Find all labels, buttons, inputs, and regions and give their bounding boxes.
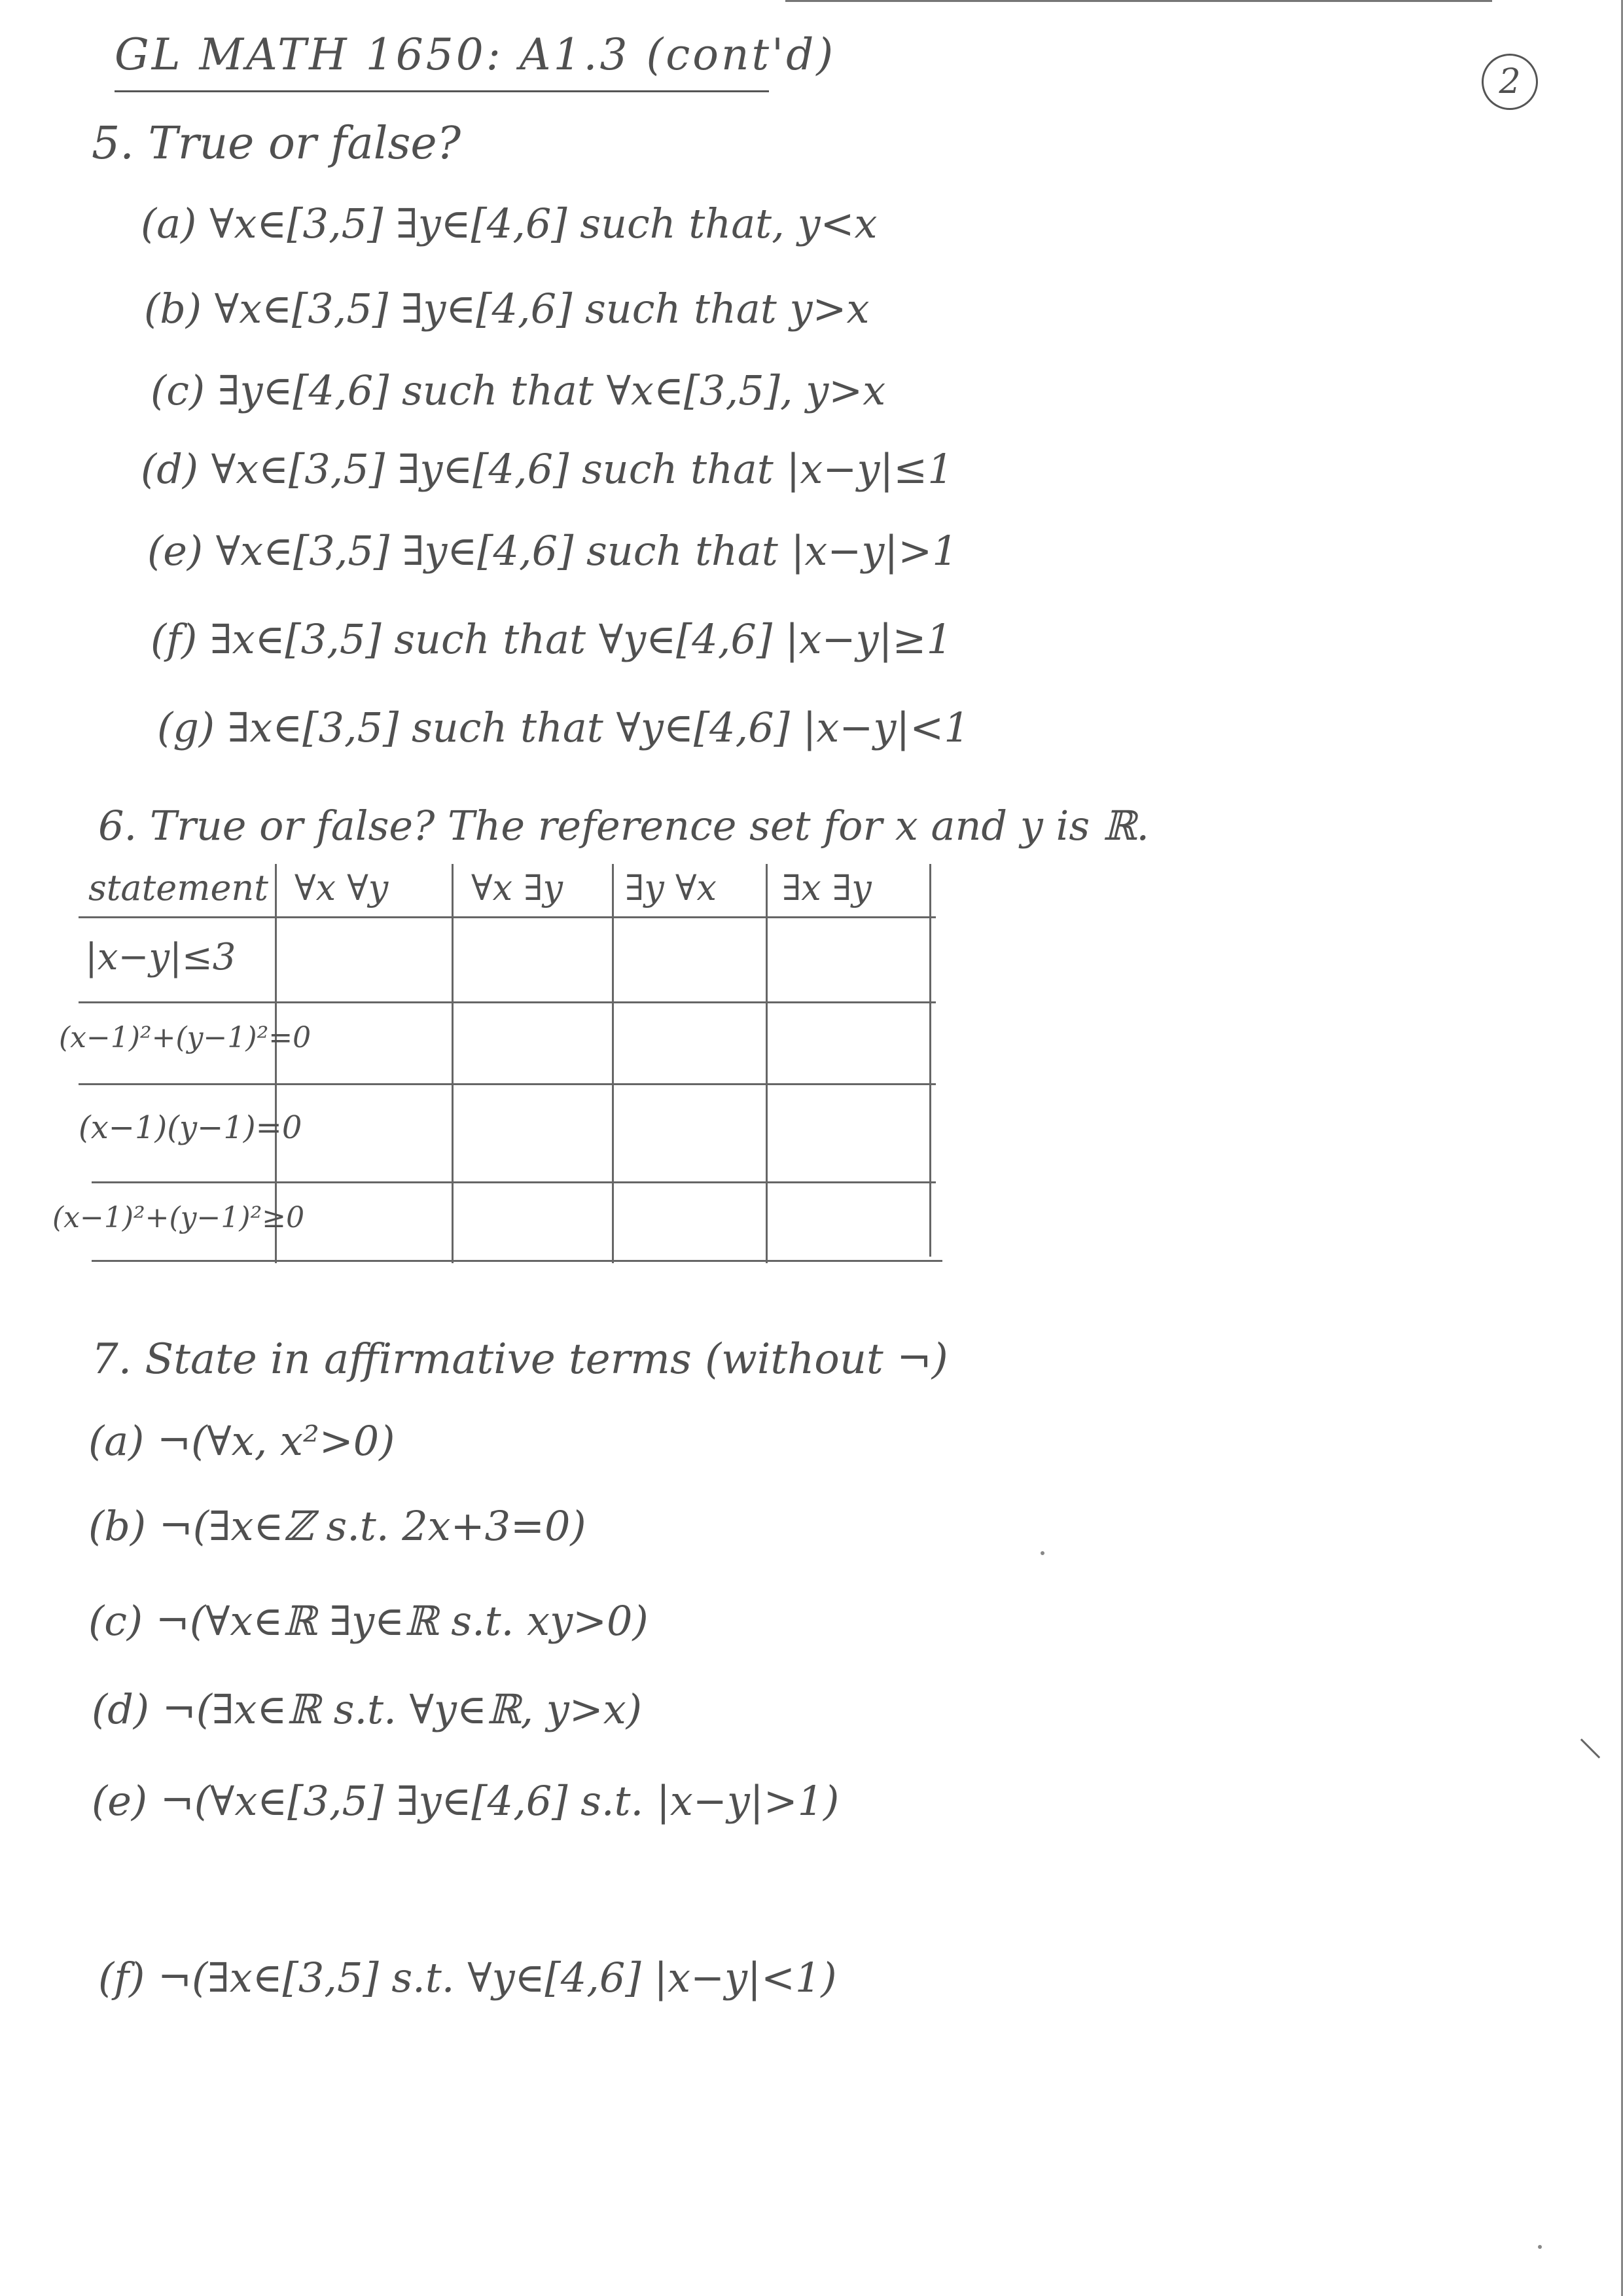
table-row-label: |x−y|≤3	[85, 936, 236, 978]
question-7-item: (b) ¬(∃x∈ℤ s.t. 2x+3=0)	[88, 1502, 586, 1550]
table-bottom-rule	[92, 1260, 942, 1262]
question-7-item: (d) ¬(∃x∈ℝ s.t. ∀y∈ℝ, y>x)	[92, 1685, 642, 1733]
page-title: GL MATH 1650: A1.3 (cont'd)	[115, 29, 836, 80]
table-header-statement: statement	[88, 867, 268, 908]
table-row-label: (x−1)²+(y−1)²≥0	[52, 1201, 305, 1234]
table-header-exists-forall: ∃y ∀x	[625, 867, 717, 908]
question-6-heading: 6. True or false? The reference set for x and y is ℝ.	[98, 802, 1150, 850]
table-row-label: (x−1)(y−1)=0	[79, 1109, 302, 1146]
question-5-item: (g) ∃x∈[3,5] such that ∀y∈[4,6] |x−y|<1	[157, 704, 970, 751]
scan-mark	[1580, 1738, 1600, 1758]
question-7-item: (c) ¬(∀x∈ℝ ∃y∈ℝ s.t. xy>0)	[88, 1597, 649, 1645]
question-7-item: (f) ¬(∃x∈[3,5] s.t. ∀y∈[4,6] |x−y|<1)	[98, 1954, 837, 2001]
scan-top-border	[785, 0, 1492, 2]
question-7-item: (e) ¬(∀x∈[3,5] ∃y∈[4,6] s.t. |x−y|>1)	[92, 1777, 840, 1825]
table-row-rule	[79, 1083, 936, 1085]
table-column-rule	[612, 864, 614, 1263]
question-5-heading: 5. True or false?	[92, 118, 461, 170]
table-column-rule	[766, 864, 768, 1263]
scan-speck	[1538, 2245, 1542, 2249]
question-5-item: (b) ∀x∈[3,5] ∃y∈[4,6] such that y>x	[144, 285, 870, 332]
table-column-rule	[929, 864, 931, 1257]
question-7-heading: 7. State in affirmative terms (without ¬)	[92, 1335, 948, 1384]
question-7-item: (a) ¬(∀x, x²>0)	[88, 1417, 395, 1465]
question-5-item: (c) ∃y∈[4,6] such that ∀x∈[3,5], y>x	[151, 367, 886, 414]
table-header-exists-exists: ∃x ∃y	[782, 867, 872, 908]
question-5-item: (e) ∀x∈[3,5] ∃y∈[4,6] such that |x−y|>1	[147, 527, 958, 575]
page-number-badge: 2	[1482, 54, 1538, 110]
question-5-item: (f) ∃x∈[3,5] such that ∀y∈[4,6] |x−y|≥1	[151, 615, 952, 663]
table-row-rule	[79, 1001, 936, 1003]
table-header-forall-exists: ∀x ∃y	[471, 867, 563, 908]
question-5-item: (a) ∀x∈[3,5] ∃y∈[4,6] such that, y<x	[141, 200, 878, 247]
scan-speck	[1041, 1551, 1044, 1555]
table-header-rule	[79, 916, 936, 918]
question-5-item: (d) ∀x∈[3,5] ∃y∈[4,6] such that |x−y|≤1	[141, 445, 954, 493]
truth-table	[52, 864, 942, 1270]
table-header-forall-forall: ∀x ∀y	[294, 867, 389, 908]
table-row-rule	[92, 1181, 936, 1183]
table-column-rule	[452, 864, 454, 1263]
title-underline	[115, 90, 769, 92]
table-row-label: (x−1)²+(y−1)²=0	[59, 1021, 312, 1054]
